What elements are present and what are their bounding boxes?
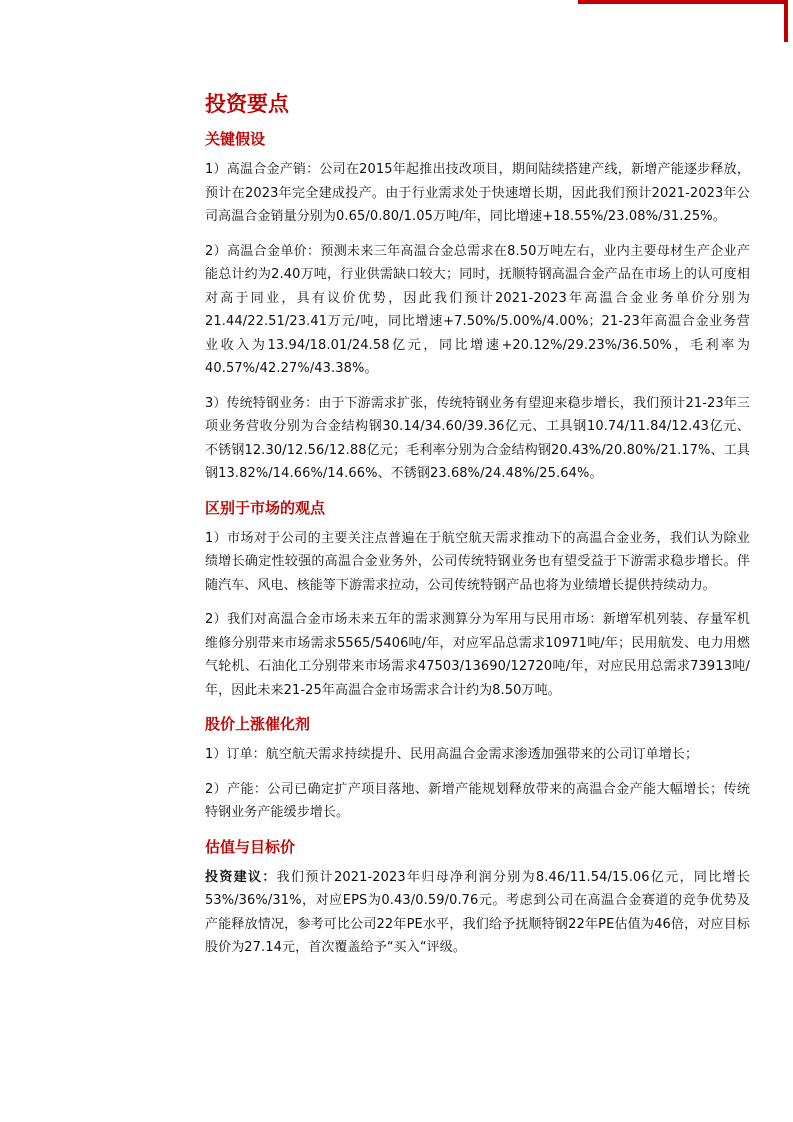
section-heading-market-view: 区别于市场的观点 (205, 498, 326, 517)
section-heading-valuation: 估值与目标价 (205, 837, 296, 856)
corner-bracket-top (578, 0, 788, 4)
paragraph: 1）高温合金产销：公司在2015年起推出技改项目，期间陆续搭建产线，新增产能逐步释放，预计在2023年完全建成投产。由于行业需求处于快速增长期，因此我们预计2021-2023年公司高温合金销量分别为0.65/0.80/1.05万吨/年，同比增速+18.55%/23.08%/31.25%。 (205, 162, 750, 224)
paragraph: 2）产能：公司已确定扩产项目落地、新增产能规划释放带来的高温合金产能大幅增长；传统特钢业务产能缓步增长。 (205, 781, 750, 820)
paragraph: 2）我们对高温合金市场未来五年的需求测算分为军用与民用市场：新增军机列装、存量军机维修分别带来市场需求5565/5406吨/年，对应军品总需求10971吨/年；民用航发、电力用燃气轮机、石油化工分别带来市场需求47503/13690/12720吨/年，对应民用总需求73913吨/年，因此未来21-25年高温合金市场需求合计约为8.50万吨。 (205, 612, 750, 698)
report-body (205, 90, 750, 971)
section-heading-key-assumptions: 关键假设 (205, 130, 266, 148)
paragraph: 1）订单：航空航天需求持续提升、民用高温合金需求渗透加强带来的公司订单增长； (205, 747, 699, 762)
section-heading-catalysts: 股价上涨催化剂 (205, 715, 311, 733)
paragraph: 1）市场对于公司的主要关注点普遍在于航空航天需求推动下的高温合金业务，我们认为除业绩增长确定性较强的高温合金业务外，公司传统特钢业务也有望受益于下游需求稳步增长。伴随汽车、风电、核能等下游需求拉动，公司传统特钢产品也将为业绩增长提供持续动力。 (205, 530, 750, 593)
investment-advice-text: 我们预计2021-2023年归母净利润分别为8.46/11.54/15.06亿元，同比增长53%/36%/31%，对应EPS为0.43/0.59/0.76元。考虑到公司在高温合金赛道的竞争优势及产能释放情况，参考可比公司22年PE水平，我们给予抚顺特钢22年PE估值为46倍，对应目标股价为27.14元，首次覆盖给予“买入“评级。 (205, 869, 750, 955)
page-title: 投资要点 (205, 91, 289, 116)
paragraph: 2）高温合金单价：预测未来三年高温合金总需求在8.50万吨左右，业内主要母材生产企业产能总计约为2.40万吨，行业供需缺口较大；同时，抚顺特钢高温合金产品在市场上的认可度相对高于同业，具有议价优势，因此我们预计2021-2023年高温合金业务单价分别为21.44/22.51/23.41万元/吨，同比增速+7.50%/5.00%/4.00%；21-23年高温合金业务营业收入为13.94/18.01/24.58亿元，同比增速+20.12%/29.23%/36.50%，毛利率为40.57%/42.27%/43.38%。 (205, 243, 750, 376)
corner-bracket-right (784, 0, 788, 42)
investment-advice-label: 投资建议： (205, 869, 277, 885)
paragraph-investment-advice (205, 866, 750, 960)
paragraph: 3）传统特钢业务：由于下游需求扩张，传统特钢业务有望迎来稳步增长，我们预计21-23年三项业务营收分别为合金结构钢30.14/34.60/39.36亿元、工具钢10.74/11.84/12.43亿元、不锈钢12.30/12.56/12.88亿元；毛利率分别为合金结构钢20.43%/20.80%/21.17%、工具钢13.82%/14.66%/14.66%、不锈钢23.68%/24.48%/25.64%。 (205, 395, 750, 481)
